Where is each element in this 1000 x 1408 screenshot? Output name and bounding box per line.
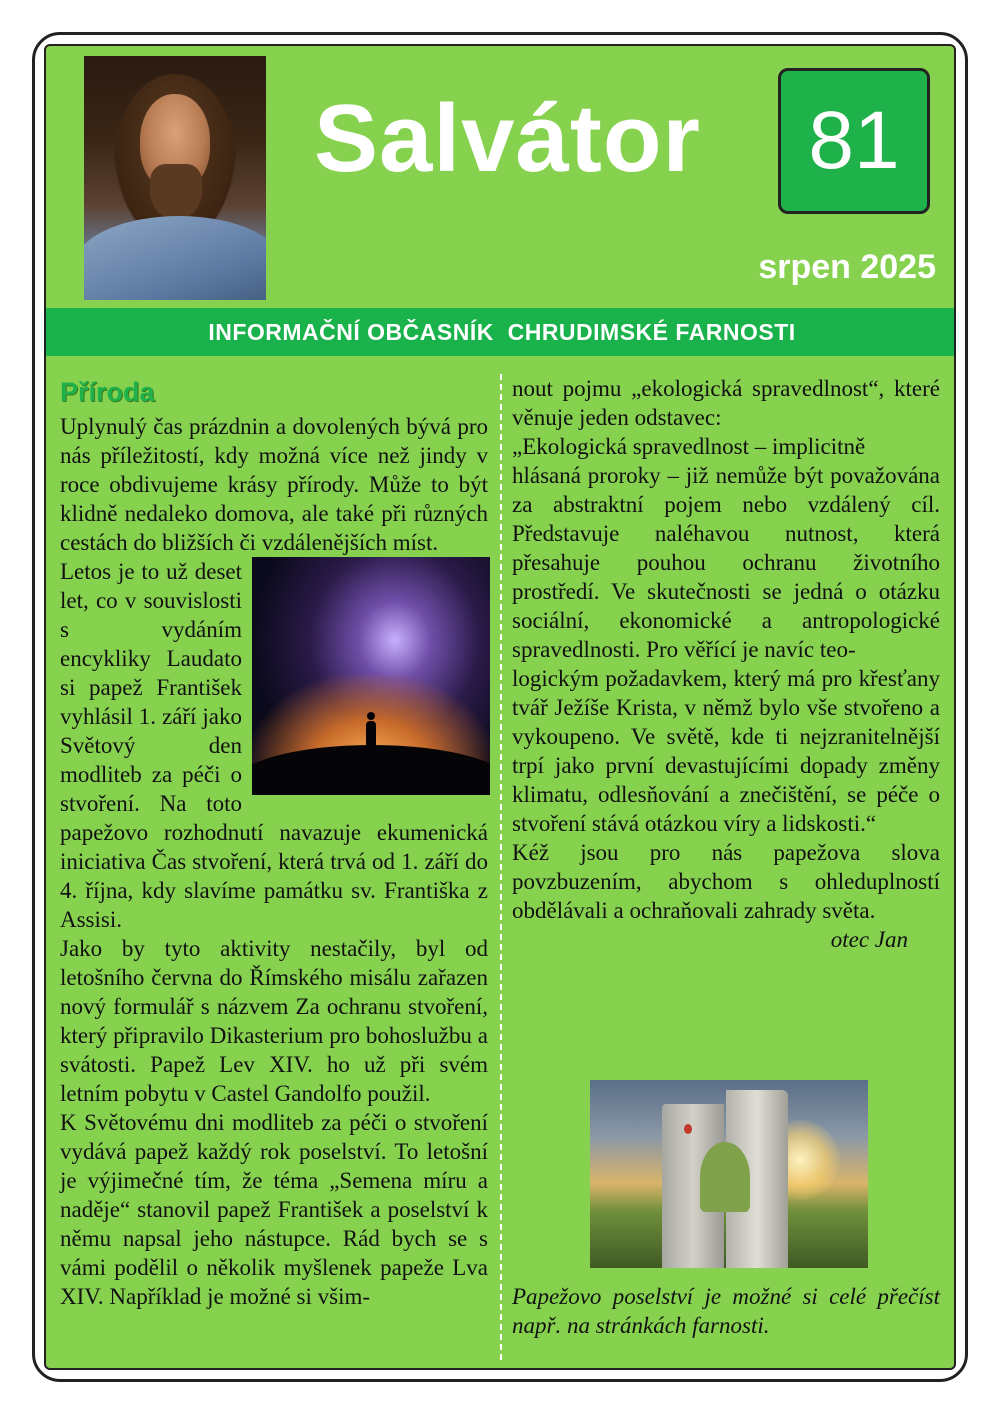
right-column	[512, 374, 940, 954]
issue-date: srpen 2025	[758, 248, 936, 286]
newsletter-page	[44, 44, 956, 1370]
paragraph: K Světovému dni modliteb za péči o stvoření vydává papež každý rok poselství. To letošní je výjimečné tím, že téma „Semena míru a naděje“ stanovil papež František a poselství k němu napsal jeho nástupce. Rád bych se s vámi podělil o několik myšlenek papeže Lva XIV. Například je možné si všim-	[60, 1110, 488, 1309]
quote-indented: hlásaná proroky – již nemůže být považována za abstraktní pojem nebo vzdálený cíl. Představuje naléhavou nutnost, která přesahuje pouhou ochranu životního prostředí. Ve skutečnosti se jedná o otázku sociální, ekonomické a antropologické spravedlnosti. Pro věřící je navíc teo-	[512, 463, 940, 662]
paragraph: Jako by tyto aktivity nestačily, byl od letošního června do Římského misálu zařazen nový formulář s názvem Za ochranu stvoření, který připravilo Dikasterium pro bohoslužbu a svátosti. Papež Lev XIV. ho už při svém letním pobytu v Castel Gandolfo použil.	[60, 936, 488, 1106]
article-heading: Příroda	[60, 377, 155, 407]
quote-first-line: „Ekologická spravedlnost – implicitně	[512, 434, 866, 459]
left-column	[60, 374, 488, 1311]
image-caption: Papežovo poselství je možné si celé přečíst např. na stránkách farnosti.	[512, 1284, 940, 1338]
newsletter-title: Salvátor	[314, 85, 701, 192]
paragraph-continuation: nout pojmu „ekologická spravedlnost“, které věnuje jeden odstavec:	[512, 376, 940, 430]
paragraph: Uplynulý čas prázdnin a dovolených bývá pro nás příležitostí, kdy možná více než jindy v roce obdivujeme krásy přírody. Může to být klidně nedaleko domova, ale také při různých cestách do bližších či vzdálenějších míst.	[60, 414, 488, 555]
quote-rest: logickým požadavkem, který má pro křesťany tvář Ježíše Krista, v němž bylo vše stvořeno a vykoupeno. Ve světě, kde ti nejzranitelnější trpí jako první devastujícími dopady změny klimatu, odlesňování a znečištění, se péče o stvoření stává otázkou víry a lidskosti.“	[512, 666, 940, 836]
closing-paragraph: Kéž jsou pro nás papežova slova povzbuzením, abychom s ohleduplností obdělávali a ochraňovali zahrady světa.	[512, 840, 940, 923]
signature: otec Jan	[830, 927, 908, 952]
paragraph: Letos je to už deset let, co v souvislosti s vydáním encykliky Laudato si papež František vyhlásil 1. září jako Světový den modliteb za péči o stvoření. Na toto papežovo rozhodnutí navazuje ekumenická iniciativa Čas stvoření, která trvá od 1. září do 4. října, kdy slavíme památku sv. Františka z Assisi.	[60, 559, 488, 932]
night-sky-image	[252, 557, 490, 795]
issue-number-badge: 81	[778, 68, 930, 214]
christ-portrait-image	[84, 56, 266, 300]
column-divider	[500, 374, 502, 1360]
subtitle-band: INFORMAČNÍ OBČASNÍK CHRUDIMSKÉ FARNOSTI	[46, 308, 956, 356]
stone-monument-image	[590, 1080, 868, 1268]
